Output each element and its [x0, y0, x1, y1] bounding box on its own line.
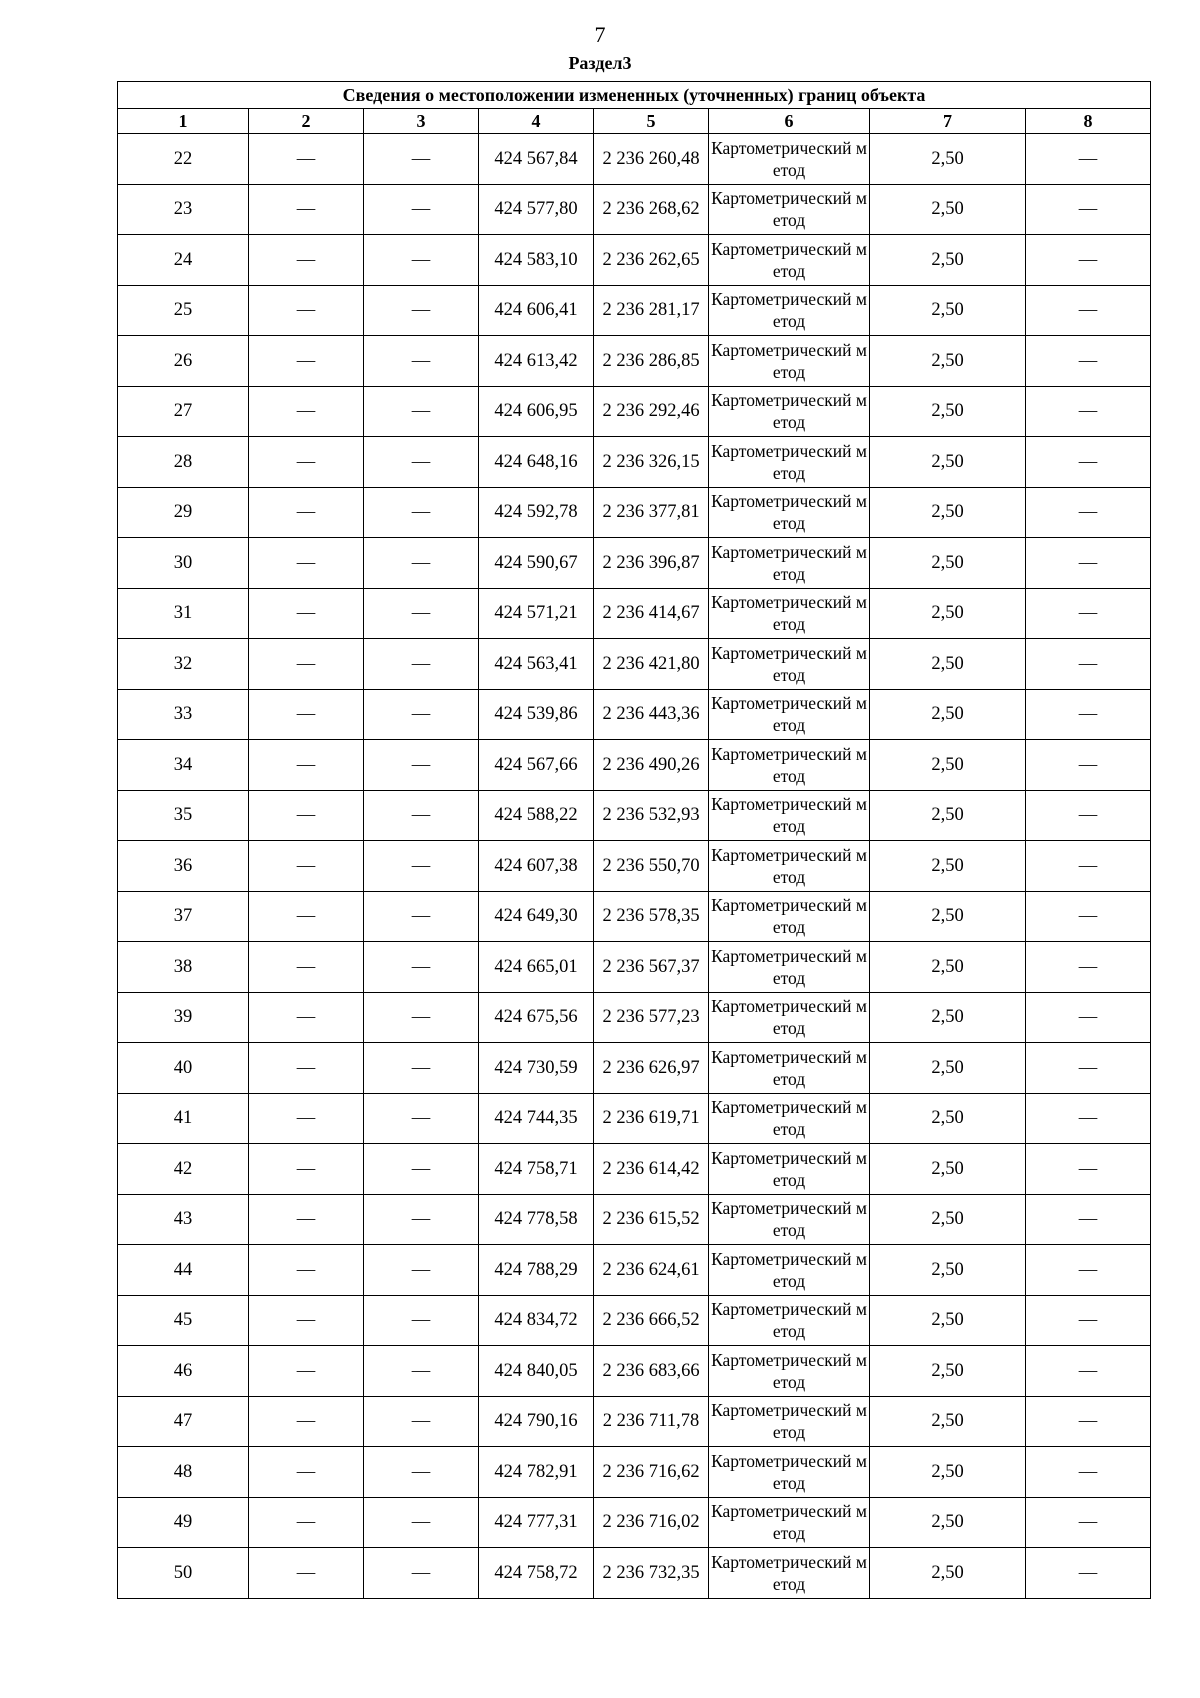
method-cell: Картометрический метод	[709, 1447, 870, 1498]
point-number-cell: 25	[118, 285, 249, 336]
column-3-cell: —	[364, 386, 479, 437]
column-2-cell: —	[249, 1396, 364, 1447]
y-coordinate-cell: 2 236 260,48	[594, 134, 709, 185]
x-coordinate-cell: 424 613,42	[479, 336, 594, 387]
column-8-cell: —	[1026, 639, 1151, 690]
column-3-cell: —	[364, 487, 479, 538]
table-row	[118, 235, 1151, 286]
accuracy-cell: 2,50	[870, 1295, 1026, 1346]
column-2-cell: —	[249, 689, 364, 740]
column-2-cell: —	[249, 437, 364, 488]
x-coordinate-cell: 424 778,58	[479, 1194, 594, 1245]
accuracy-cell: 2,50	[870, 336, 1026, 387]
column-header-8: 8	[1026, 109, 1151, 134]
accuracy-cell: 2,50	[870, 235, 1026, 286]
x-coordinate-cell: 424 590,67	[479, 538, 594, 589]
method-cell: Картометрический метод	[709, 134, 870, 185]
column-8-cell: —	[1026, 1497, 1151, 1548]
table-row	[118, 487, 1151, 538]
column-2-cell: —	[249, 740, 364, 791]
table-caption: Сведения о местоположении измененных (уточненных) границ объекта	[118, 82, 1151, 109]
column-3-cell: —	[364, 942, 479, 993]
accuracy-cell: 2,50	[870, 1548, 1026, 1599]
method-cell: Картометрический метод	[709, 992, 870, 1043]
column-8-cell: —	[1026, 1447, 1151, 1498]
column-8-cell: —	[1026, 740, 1151, 791]
column-3-cell: —	[364, 1295, 479, 1346]
column-3-cell: —	[364, 1497, 479, 1548]
x-coordinate-cell: 424 649,30	[479, 891, 594, 942]
accuracy-cell: 2,50	[870, 437, 1026, 488]
accuracy-cell: 2,50	[870, 134, 1026, 185]
column-2-cell: —	[249, 235, 364, 286]
y-coordinate-cell: 2 236 396,87	[594, 538, 709, 589]
method-cell: Картометрический метод	[709, 1497, 870, 1548]
x-coordinate-cell: 424 777,31	[479, 1497, 594, 1548]
column-8-cell: —	[1026, 790, 1151, 841]
point-number-cell: 34	[118, 740, 249, 791]
column-2-cell: —	[249, 1194, 364, 1245]
x-coordinate-cell: 424 563,41	[479, 639, 594, 690]
point-number-cell: 43	[118, 1194, 249, 1245]
accuracy-cell: 2,50	[870, 1245, 1026, 1296]
column-3-cell: —	[364, 235, 479, 286]
column-8-cell: —	[1026, 134, 1151, 185]
method-cell: Картометрический метод	[709, 639, 870, 690]
accuracy-cell: 2,50	[870, 1194, 1026, 1245]
table-row	[118, 386, 1151, 437]
column-8-cell: —	[1026, 891, 1151, 942]
column-8-cell: —	[1026, 1245, 1151, 1296]
y-coordinate-cell: 2 236 326,15	[594, 437, 709, 488]
method-cell: Картометрический метод	[709, 588, 870, 639]
x-coordinate-cell: 424 539,86	[479, 689, 594, 740]
column-3-cell: —	[364, 689, 479, 740]
table-body	[118, 134, 1151, 1599]
x-coordinate-cell: 424 834,72	[479, 1295, 594, 1346]
table-row	[118, 285, 1151, 336]
column-8-cell: —	[1026, 1043, 1151, 1094]
column-8-cell: —	[1026, 184, 1151, 235]
table-row	[118, 1346, 1151, 1397]
column-2-cell: —	[249, 639, 364, 690]
point-number-cell: 41	[118, 1093, 249, 1144]
y-coordinate-cell: 2 236 716,02	[594, 1497, 709, 1548]
column-3-cell: —	[364, 1548, 479, 1599]
accuracy-cell: 2,50	[870, 891, 1026, 942]
column-3-cell: —	[364, 639, 479, 690]
point-number-cell: 47	[118, 1396, 249, 1447]
accuracy-cell: 2,50	[870, 184, 1026, 235]
x-coordinate-cell: 424 744,35	[479, 1093, 594, 1144]
x-coordinate-cell: 424 790,16	[479, 1396, 594, 1447]
column-8-cell: —	[1026, 1548, 1151, 1599]
x-coordinate-cell: 424 730,59	[479, 1043, 594, 1094]
y-coordinate-cell: 2 236 262,65	[594, 235, 709, 286]
method-cell: Картометрический метод	[709, 1346, 870, 1397]
x-coordinate-cell: 424 607,38	[479, 841, 594, 892]
point-number-cell: 46	[118, 1346, 249, 1397]
column-2-cell: —	[249, 588, 364, 639]
accuracy-cell: 2,50	[870, 740, 1026, 791]
column-2-cell: —	[249, 1548, 364, 1599]
y-coordinate-cell: 2 236 624,61	[594, 1245, 709, 1296]
accuracy-cell: 2,50	[870, 689, 1026, 740]
column-8-cell: —	[1026, 538, 1151, 589]
point-number-cell: 24	[118, 235, 249, 286]
point-number-cell: 36	[118, 841, 249, 892]
boundary-coordinates-table	[117, 81, 1151, 1599]
column-8-cell: —	[1026, 992, 1151, 1043]
column-2-cell: —	[249, 1346, 364, 1397]
table-row	[118, 1194, 1151, 1245]
column-2-cell: —	[249, 790, 364, 841]
column-3-cell: —	[364, 588, 479, 639]
y-coordinate-cell: 2 236 490,26	[594, 740, 709, 791]
y-coordinate-cell: 2 236 443,36	[594, 689, 709, 740]
table-row	[118, 790, 1151, 841]
column-8-cell: —	[1026, 1194, 1151, 1245]
table-row	[118, 639, 1151, 690]
table-row	[118, 336, 1151, 387]
point-number-cell: 40	[118, 1043, 249, 1094]
column-8-cell: —	[1026, 336, 1151, 387]
column-2-cell: —	[249, 1447, 364, 1498]
column-header-4: 4	[479, 109, 594, 134]
table-row	[118, 1093, 1151, 1144]
x-coordinate-cell: 424 567,66	[479, 740, 594, 791]
table-row	[118, 1447, 1151, 1498]
column-2-cell: —	[249, 487, 364, 538]
column-3-cell: —	[364, 841, 479, 892]
point-number-cell: 27	[118, 386, 249, 437]
accuracy-cell: 2,50	[870, 1447, 1026, 1498]
y-coordinate-cell: 2 236 732,35	[594, 1548, 709, 1599]
method-cell: Картометрический метод	[709, 285, 870, 336]
column-3-cell: —	[364, 538, 479, 589]
x-coordinate-cell: 424 583,10	[479, 235, 594, 286]
column-8-cell: —	[1026, 285, 1151, 336]
column-3-cell: —	[364, 1396, 479, 1447]
accuracy-cell: 2,50	[870, 942, 1026, 993]
y-coordinate-cell: 2 236 286,85	[594, 336, 709, 387]
x-coordinate-cell: 424 577,80	[479, 184, 594, 235]
table-row	[118, 1295, 1151, 1346]
table-row	[118, 1497, 1151, 1548]
method-cell: Картометрический метод	[709, 1093, 870, 1144]
table-row	[118, 689, 1151, 740]
accuracy-cell: 2,50	[870, 588, 1026, 639]
column-2-cell: —	[249, 891, 364, 942]
x-coordinate-cell: 424 588,22	[479, 790, 594, 841]
method-cell: Картометрический метод	[709, 1245, 870, 1296]
point-number-cell: 39	[118, 992, 249, 1043]
column-3-cell: —	[364, 285, 479, 336]
method-cell: Картометрический метод	[709, 487, 870, 538]
point-number-cell: 50	[118, 1548, 249, 1599]
column-8-cell: —	[1026, 841, 1151, 892]
y-coordinate-cell: 2 236 550,70	[594, 841, 709, 892]
method-cell: Картометрический метод	[709, 336, 870, 387]
column-2-cell: —	[249, 386, 364, 437]
table-row	[118, 1043, 1151, 1094]
point-number-cell: 48	[118, 1447, 249, 1498]
table-row	[118, 437, 1151, 488]
column-2-cell: —	[249, 184, 364, 235]
method-cell: Картометрический метод	[709, 790, 870, 841]
method-cell: Картометрический метод	[709, 437, 870, 488]
column-8-cell: —	[1026, 386, 1151, 437]
column-3-cell: —	[364, 740, 479, 791]
method-cell: Картометрический метод	[709, 386, 870, 437]
column-3-cell: —	[364, 1043, 479, 1094]
accuracy-cell: 2,50	[870, 1144, 1026, 1195]
point-number-cell: 49	[118, 1497, 249, 1548]
column-2-cell: —	[249, 1497, 364, 1548]
column-8-cell: —	[1026, 235, 1151, 286]
y-coordinate-cell: 2 236 716,62	[594, 1447, 709, 1498]
x-coordinate-cell: 424 606,95	[479, 386, 594, 437]
method-cell: Картометрический метод	[709, 184, 870, 235]
method-cell: Картометрический метод	[709, 1295, 870, 1346]
x-coordinate-cell: 424 788,29	[479, 1245, 594, 1296]
table-row	[118, 1548, 1151, 1599]
column-2-cell: —	[249, 1295, 364, 1346]
page-number: 7	[594, 22, 606, 47]
column-8-cell: —	[1026, 1346, 1151, 1397]
column-3-cell: —	[364, 790, 479, 841]
y-coordinate-cell: 2 236 711,78	[594, 1396, 709, 1447]
method-cell: Картометрический метод	[709, 1043, 870, 1094]
table-row	[118, 134, 1151, 185]
column-2-cell: —	[249, 1043, 364, 1094]
y-coordinate-cell: 2 236 614,42	[594, 1144, 709, 1195]
table-row	[118, 1144, 1151, 1195]
point-number-cell: 22	[118, 134, 249, 185]
column-8-cell: —	[1026, 1144, 1151, 1195]
point-number-cell: 29	[118, 487, 249, 538]
column-2-cell: —	[249, 992, 364, 1043]
point-number-cell: 30	[118, 538, 249, 589]
accuracy-cell: 2,50	[870, 1093, 1026, 1144]
method-cell: Картометрический метод	[709, 740, 870, 791]
x-coordinate-cell: 424 758,71	[479, 1144, 594, 1195]
column-3-cell: —	[364, 1245, 479, 1296]
y-coordinate-cell: 2 236 577,23	[594, 992, 709, 1043]
column-3-cell: —	[364, 184, 479, 235]
column-8-cell: —	[1026, 942, 1151, 993]
column-2-cell: —	[249, 942, 364, 993]
x-coordinate-cell: 424 758,72	[479, 1548, 594, 1599]
method-cell: Картометрический метод	[709, 942, 870, 993]
table-row	[118, 891, 1151, 942]
column-8-cell: —	[1026, 1093, 1151, 1144]
y-coordinate-cell: 2 236 281,17	[594, 285, 709, 336]
column-2-cell: —	[249, 1093, 364, 1144]
column-2-cell: —	[249, 134, 364, 185]
column-8-cell: —	[1026, 437, 1151, 488]
column-8-cell: —	[1026, 1295, 1151, 1346]
x-coordinate-cell: 424 592,78	[479, 487, 594, 538]
accuracy-cell: 2,50	[870, 487, 1026, 538]
column-2-cell: —	[249, 538, 364, 589]
point-number-cell: 44	[118, 1245, 249, 1296]
y-coordinate-cell: 2 236 377,81	[594, 487, 709, 538]
point-number-cell: 37	[118, 891, 249, 942]
x-coordinate-cell: 424 606,41	[479, 285, 594, 336]
accuracy-cell: 2,50	[870, 285, 1026, 336]
y-coordinate-cell: 2 236 619,71	[594, 1093, 709, 1144]
accuracy-cell: 2,50	[870, 841, 1026, 892]
point-number-cell: 42	[118, 1144, 249, 1195]
point-number-cell: 45	[118, 1295, 249, 1346]
y-coordinate-cell: 2 236 578,35	[594, 891, 709, 942]
column-2-cell: —	[249, 841, 364, 892]
accuracy-cell: 2,50	[870, 386, 1026, 437]
accuracy-cell: 2,50	[870, 1043, 1026, 1094]
column-8-cell: —	[1026, 689, 1151, 740]
table-row	[118, 588, 1151, 639]
column-3-cell: —	[364, 437, 479, 488]
x-coordinate-cell: 424 665,01	[479, 942, 594, 993]
column-8-cell: —	[1026, 1396, 1151, 1447]
table-row	[118, 1245, 1151, 1296]
method-cell: Картометрический метод	[709, 1396, 870, 1447]
method-cell: Картометрический метод	[709, 235, 870, 286]
table-row	[118, 1396, 1151, 1447]
y-coordinate-cell: 2 236 615,52	[594, 1194, 709, 1245]
column-3-cell: —	[364, 134, 479, 185]
column-3-cell: —	[364, 891, 479, 942]
column-3-cell: —	[364, 992, 479, 1043]
column-2-cell: —	[249, 1245, 364, 1296]
table-row	[118, 992, 1151, 1043]
method-cell: Картометрический метод	[709, 689, 870, 740]
column-3-cell: —	[364, 336, 479, 387]
x-coordinate-cell: 424 782,91	[479, 1447, 594, 1498]
accuracy-cell: 2,50	[870, 790, 1026, 841]
method-cell: Картометрический метод	[709, 538, 870, 589]
accuracy-cell: 2,50	[870, 538, 1026, 589]
column-3-cell: —	[364, 1194, 479, 1245]
method-cell: Картометрический метод	[709, 891, 870, 942]
column-8-cell: —	[1026, 487, 1151, 538]
column-header-6: 6	[709, 109, 870, 134]
accuracy-cell: 2,50	[870, 1497, 1026, 1548]
point-number-cell: 23	[118, 184, 249, 235]
x-coordinate-cell: 424 675,56	[479, 992, 594, 1043]
y-coordinate-cell: 2 236 292,46	[594, 386, 709, 437]
accuracy-cell: 2,50	[870, 992, 1026, 1043]
method-cell: Картометрический метод	[709, 1548, 870, 1599]
table-row	[118, 841, 1151, 892]
point-number-cell: 31	[118, 588, 249, 639]
x-coordinate-cell: 424 567,84	[479, 134, 594, 185]
x-coordinate-cell: 424 571,21	[479, 588, 594, 639]
column-2-cell: —	[249, 336, 364, 387]
column-3-cell: —	[364, 1447, 479, 1498]
point-number-cell: 35	[118, 790, 249, 841]
y-coordinate-cell: 2 236 567,37	[594, 942, 709, 993]
accuracy-cell: 2,50	[870, 1396, 1026, 1447]
y-coordinate-cell: 2 236 268,62	[594, 184, 709, 235]
column-header-2: 2	[249, 109, 364, 134]
accuracy-cell: 2,50	[870, 639, 1026, 690]
column-2-cell: —	[249, 1144, 364, 1195]
point-number-cell: 26	[118, 336, 249, 387]
column-2-cell: —	[249, 285, 364, 336]
column-header-7: 7	[870, 109, 1026, 134]
column-3-cell: —	[364, 1144, 479, 1195]
y-coordinate-cell: 2 236 626,97	[594, 1043, 709, 1094]
y-coordinate-cell: 2 236 683,66	[594, 1346, 709, 1397]
x-coordinate-cell: 424 840,05	[479, 1346, 594, 1397]
x-coordinate-cell: 424 648,16	[479, 437, 594, 488]
column-header-3: 3	[364, 109, 479, 134]
point-number-cell: 28	[118, 437, 249, 488]
column-header-1: 1	[118, 109, 249, 134]
table-row	[118, 942, 1151, 993]
y-coordinate-cell: 2 236 666,52	[594, 1295, 709, 1346]
method-cell: Картометрический метод	[709, 1194, 870, 1245]
column-3-cell: —	[364, 1093, 479, 1144]
column-number-row	[118, 109, 1151, 134]
method-cell: Картометрический метод	[709, 1144, 870, 1195]
point-number-cell: 33	[118, 689, 249, 740]
y-coordinate-cell: 2 236 532,93	[594, 790, 709, 841]
method-cell: Картометрический метод	[709, 841, 870, 892]
accuracy-cell: 2,50	[870, 1346, 1026, 1397]
point-number-cell: 38	[118, 942, 249, 993]
column-8-cell: —	[1026, 588, 1151, 639]
point-number-cell: 32	[118, 639, 249, 690]
section-title: Раздел3	[568, 53, 632, 73]
y-coordinate-cell: 2 236 414,67	[594, 588, 709, 639]
table-row	[118, 538, 1151, 589]
table-row	[118, 740, 1151, 791]
table-row	[118, 184, 1151, 235]
y-coordinate-cell: 2 236 421,80	[594, 639, 709, 690]
column-3-cell: —	[364, 1346, 479, 1397]
column-header-5: 5	[594, 109, 709, 134]
